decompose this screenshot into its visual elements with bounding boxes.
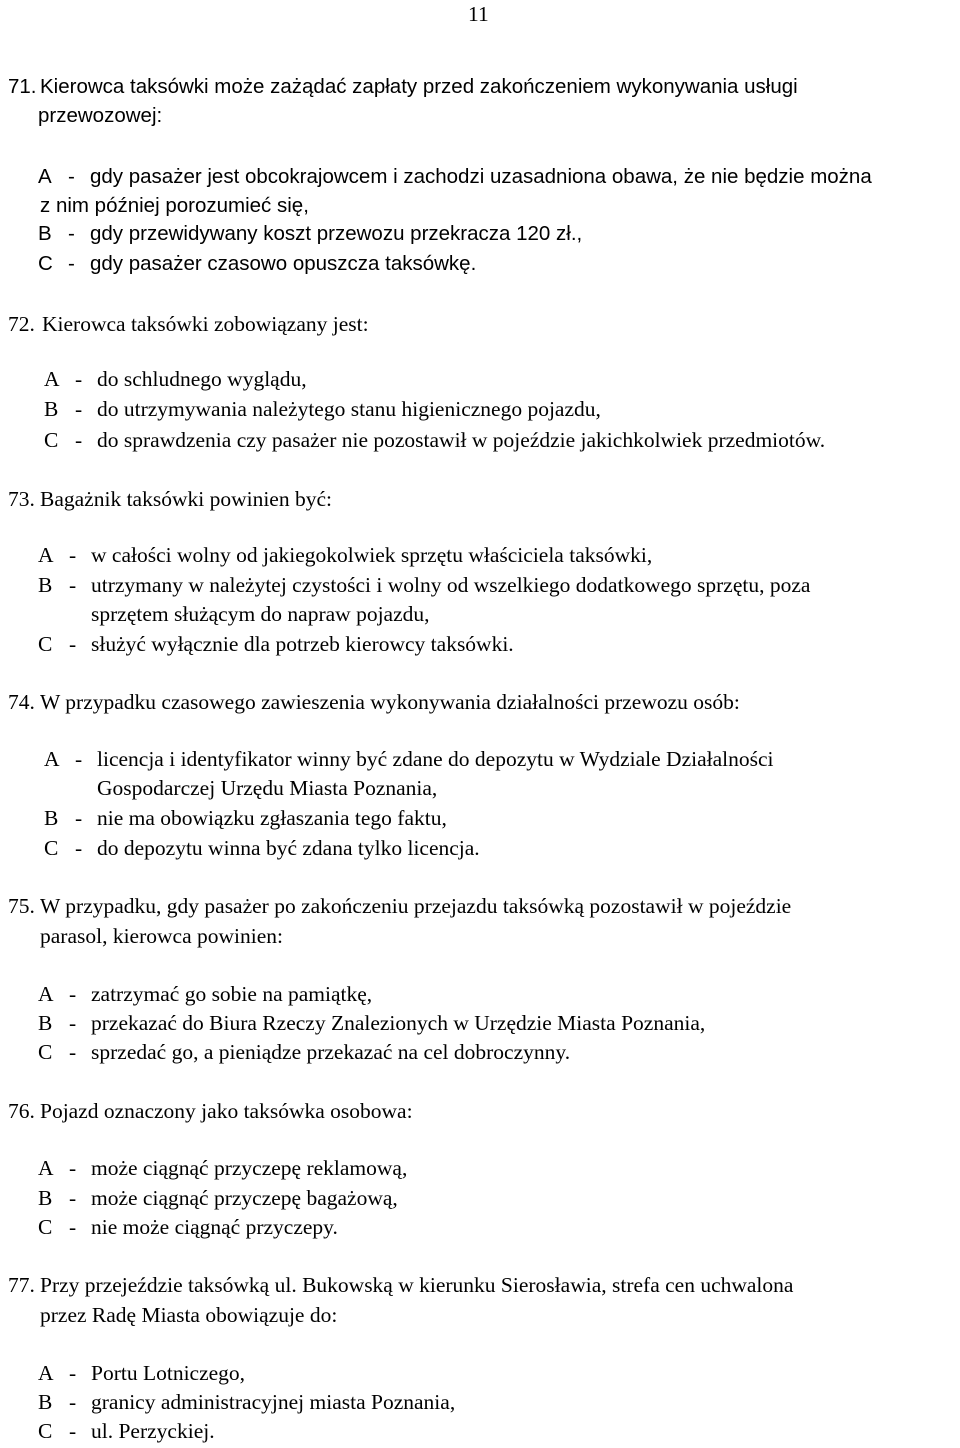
- answer-text: do schludnego wyglądu,: [97, 367, 307, 391]
- answer-text: do depozytu winna być zdana tylko licencja.: [97, 836, 480, 860]
- answer-letter: A: [38, 543, 54, 567]
- answer-dash: -: [75, 836, 83, 860]
- question-text: Kierowca taksówki może zażądać zapłaty przed zakończeniem wykonywania usługi: [40, 75, 798, 98]
- answer-dash: -: [69, 573, 77, 597]
- answer-letter: A: [38, 1156, 54, 1180]
- answer-letter: C: [44, 428, 59, 452]
- answer-text: może ciągnąć przyczepę bagażową,: [91, 1186, 398, 1210]
- page-number: 11: [468, 2, 489, 26]
- answer-dash: -: [69, 1215, 77, 1239]
- answer-text: Portu Lotniczego,: [91, 1361, 246, 1385]
- question-text: W przypadku czasowego zawieszenia wykonywania działalności przewozu osób:: [40, 690, 740, 714]
- question-text: Przy przejeździe taksówką ul. Bukowską w kierunku Sierosławia, strefa cen uchwalona: [40, 1273, 794, 1297]
- answer-dash: -: [75, 428, 83, 452]
- answer-dash: -: [69, 982, 77, 1006]
- answer-letter: C: [38, 252, 53, 275]
- answer-text: może ciągnąć przyczepę reklamową,: [91, 1156, 408, 1180]
- answer-text: nie może ciągnąć przyczepy.: [91, 1215, 338, 1239]
- answer-text: gdy pasażer jest obcokrajowcem i zachodzi uzasadniona obawa, że nie będzie można: [90, 165, 872, 188]
- answer-letter: B: [38, 573, 53, 597]
- answer-dash: -: [69, 1040, 77, 1064]
- answer-letter: C: [38, 1419, 53, 1443]
- question-number: 77.: [8, 1273, 35, 1297]
- answer-text: do sprawdzenia czy pasażer nie pozostawił w pojeździe jakichkolwiek przedmiotów.: [97, 428, 826, 452]
- question-text: W przypadku, gdy pasażer po zakończeniu przejazdu taksówką pozostawił w pojeździe: [40, 894, 792, 918]
- question-number: 73.: [8, 487, 35, 511]
- answer-letter: C: [38, 1040, 53, 1064]
- answer-text: sprzedać go, a pieniądze przekazać na cel dobroczynny.: [91, 1040, 571, 1064]
- answer-dash: -: [68, 222, 75, 245]
- answer-letter: B: [38, 1186, 53, 1210]
- answer-letter: A: [44, 747, 60, 771]
- answer-dash: -: [69, 1186, 77, 1210]
- answer-text: licencja i identyfikator winny być zdane do depozytu w Wydziale Działalności: [97, 747, 774, 771]
- answer-letter: A: [44, 367, 60, 391]
- answer-text: ul. Perzyckiej.: [91, 1419, 215, 1443]
- answer-dash: -: [75, 367, 83, 391]
- question-number: 71.: [8, 75, 37, 98]
- answer-dash: -: [75, 806, 83, 830]
- question-text: Bagażnik taksówki powinien być:: [40, 487, 332, 511]
- answer-text: granicy administracyjnej miasta Poznania,: [91, 1390, 456, 1414]
- answer-dash: -: [69, 1419, 77, 1443]
- answer-dash: -: [69, 632, 77, 656]
- answer-text: nie ma obowiązku zgłaszania tego faktu,: [97, 806, 447, 830]
- answer-letter: B: [38, 222, 52, 245]
- question-number: 72.: [8, 312, 35, 336]
- answer-letter: B: [44, 397, 59, 421]
- answer-dash: -: [75, 397, 83, 421]
- answer-text: w całości wolny od jakiegokolwiek sprzętu właściciela taksówki,: [91, 543, 653, 567]
- answer-dash: -: [68, 165, 75, 188]
- answer-letter: C: [38, 1215, 53, 1239]
- question-text: Kierowca taksówki zobowiązany jest:: [42, 312, 369, 336]
- answer-letter: B: [38, 1011, 53, 1035]
- answer-dash: -: [68, 252, 75, 275]
- answer-letter: A: [38, 165, 52, 188]
- answer-text: do utrzymywania należytego stanu higienicznego pojazdu,: [97, 397, 601, 421]
- answer-text: z nim później porozumieć się,: [40, 194, 309, 217]
- answer-dash: -: [75, 747, 83, 771]
- answer-letter: B: [38, 1390, 53, 1414]
- answer-text: gdy przewidywany koszt przewozu przekracza 120 zł.,: [90, 222, 583, 245]
- answer-letter: C: [44, 836, 59, 860]
- question-number: 76.: [8, 1099, 35, 1123]
- answer-text: sprzętem służącym do napraw pojazdu,: [91, 602, 430, 626]
- question-number: 74.: [8, 690, 35, 714]
- answer-text: zatrzymać go sobie na pamiątkę,: [91, 982, 373, 1006]
- answer-text: utrzymany w należytej czystości i wolny od wszelkiego dodatkowego sprzętu, poza: [91, 573, 811, 597]
- answer-text: Gospodarczej Urzędu Miasta Poznania,: [97, 776, 438, 800]
- answer-text: gdy pasażer czasowo opuszcza taksówkę.: [90, 252, 477, 275]
- question-text: przez Radę Miasta obowiązuje do:: [40, 1303, 338, 1327]
- answer-text: przekazać do Biura Rzeczy Znalezionych w Urzędzie Miasta Poznania,: [91, 1011, 706, 1035]
- question-text: przewozowej:: [38, 104, 163, 127]
- question-number: 75.: [8, 894, 35, 918]
- answer-dash: -: [69, 1361, 77, 1385]
- answer-dash: -: [69, 1156, 77, 1180]
- answer-letter: B: [44, 806, 59, 830]
- question-text: parasol, kierowca powinien:: [40, 924, 283, 948]
- answer-letter: C: [38, 632, 53, 656]
- answer-letter: A: [38, 982, 54, 1006]
- answer-text: służyć wyłącznie dla potrzeb kierowcy taksówki.: [91, 632, 514, 656]
- answer-dash: -: [69, 543, 77, 567]
- answer-letter: A: [38, 1361, 54, 1385]
- question-text: Pojazd oznaczony jako taksówka osobowa:: [40, 1099, 413, 1123]
- answer-dash: -: [69, 1390, 77, 1414]
- answer-dash: -: [69, 1011, 77, 1035]
